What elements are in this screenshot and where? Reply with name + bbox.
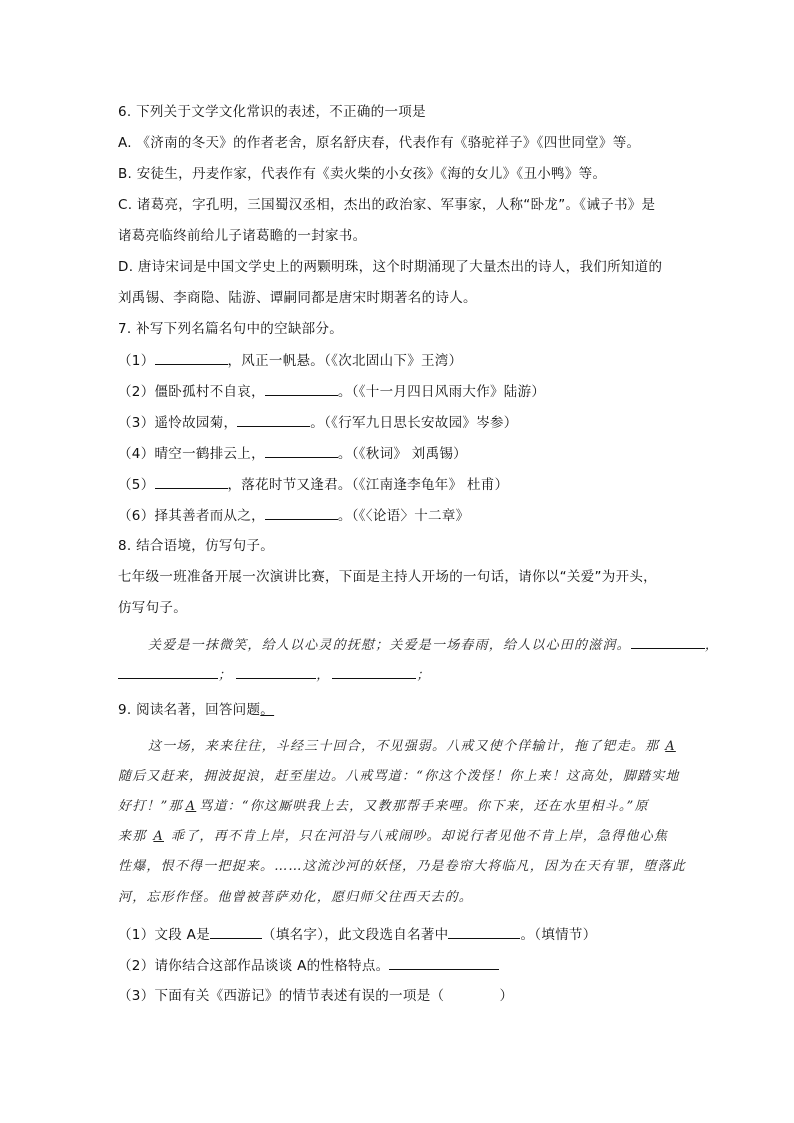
q6-option-d-line2: 刘禹锡、李商隐、陆游、谭嗣同都是唐宋时期著名的诗人。 [118, 290, 477, 306]
q7-item-3-prefix: （3）遥怜故园菊， [118, 415, 238, 431]
q7-item-3-suffix: 。（《行军九日思长安故园》岑参） [310, 415, 518, 431]
q9-sub-1-c: 。（填情节） [520, 927, 597, 943]
q8-comma-2: ， [316, 668, 331, 683]
q9-sub-1-blank-name[interactable] [210, 926, 262, 939]
q9-passage-line3-start: 好打！”那 [118, 799, 183, 814]
q9-passage-line4-end: 乖了，再不肯上岸，只在河沿与八戒闹吵。却说行者见他不肯上岸，急得他心焦 [171, 829, 669, 844]
q7-item-4-suffix: 。（《秋词》 刘禹锡） [337, 446, 467, 462]
q9-passage-line3 [118, 799, 649, 815]
q6-option-c-line1: C. 诸葛亮，字孔明，三国蜀汉丞相，杰出的政治家、军事家，人称“卧龙”。《诫子书》是 [118, 197, 656, 213]
q9-passage-line1 [148, 739, 682, 755]
q7-item-4-blank[interactable] [265, 445, 338, 458]
q7-item-5 [118, 476, 508, 493]
q9-stem [118, 702, 274, 718]
q8-context-line1: 七年级一班准备开展一次演讲比赛，下面是主持人开场的一句话，请你以“关爱”为开头， [118, 569, 657, 585]
q8-semicolon-2: ； [416, 668, 431, 683]
q7-item-1-prefix: （1） [118, 353, 155, 369]
q9-passage-line6: 河，忘形作怪。他曾被菩萨劝化，愿归师父往西天去的。 [118, 890, 474, 905]
q9-passage-line3-end: 骂道：“你这厮哄我上去，又教那帮手来哩。你下来，还在水里相斗。”原 [199, 799, 649, 814]
q9-mark-a-3: A [153, 829, 164, 844]
q7-item-6-suffix: 。（《〈论语〉十二章》 [337, 508, 470, 524]
q9-sub-1-b: （填名字），此文段选自名著中 [262, 927, 449, 943]
q9-passage-line5: 性爆，恨不得一把捉来。……这流沙河的妖怪，乃是卷帘大将临凡，因为在天有罪，堕落此 [118, 859, 687, 874]
q7-item-2 [118, 383, 545, 400]
q7-item-5-prefix: （5） [118, 477, 155, 493]
q7-item-6 [118, 507, 469, 524]
q9-sub-1 [118, 926, 597, 943]
q9-sub-2-blank[interactable] [389, 957, 499, 970]
q6-option-b: B. 安徒生，丹麦作家，代表作有《卖火柴的小女孩》《海的女儿》《丑小鸭》等。 [118, 166, 607, 182]
q9-passage-line2: 随后又赶来，拥波捉浪，赶至崖边。八戒骂道：“你这个泼怪！你上来！这高处，脚踏实地 [118, 769, 680, 784]
q7-item-4-prefix: （4）晴空一鹤排云上， [118, 446, 265, 462]
q7-item-6-blank[interactable] [265, 507, 338, 520]
q9-passage-line1-text: 这一场，来来往往，斗经三十回合，不见强弱。八戒又使个佯输计，拖了钯走。那 [148, 739, 660, 754]
q8-blank-2[interactable] [118, 666, 218, 679]
q7-item-5-suffix: ，落花时节又逢君。（《江南逢李龟年》 杜甫） [227, 477, 509, 493]
q9-sub-3: （3）下面有关《西游记》的情节表述有误的一项是（ ） [118, 988, 514, 1004]
q7-item-4 [118, 445, 467, 462]
q9-mark-a-2: A [185, 799, 197, 814]
q8-example-text: 关爱是一抹微笑，给人以心灵的抚慰；关爱是一场春雨，给人以心田的滋润。 [148, 638, 631, 653]
q7-item-1 [118, 352, 462, 369]
q8-blank-1[interactable] [631, 636, 705, 649]
q8-stem: 8. 结合语境，仿写句子。 [118, 538, 275, 554]
q9-sub-2-text: （2）请你结合这部作品谈谈 A的性格特点。 [118, 958, 390, 974]
q9-passage-line4-start: 来那 [118, 829, 147, 844]
q7-item-6-prefix: （6）择其善者而从之， [118, 508, 265, 524]
q9-passage-line4 [118, 829, 668, 845]
q8-example-sentence [148, 636, 719, 654]
q7-item-2-blank[interactable] [265, 383, 338, 396]
q9-sub-1-a: （1）文段 A是 [118, 927, 211, 943]
q8-blank-line [118, 666, 431, 684]
q8-context-line2: 仿写句子。 [118, 600, 187, 616]
q6-option-a: A. 《济南的冬天》的作者老舍，原名舒庆春，代表作有《骆驼祥子》《四世同堂》等。 [118, 135, 641, 151]
q6-stem: 6. 下列关于文学文化常识的表述，不正确的一项是 [118, 104, 426, 120]
q9-stem-text: 9. 阅读名著，回答问题 [118, 702, 261, 718]
q7-item-2-suffix: 。（《十一月四日风雨大作》陆游） [337, 384, 546, 400]
q8-comma-1: ， [704, 638, 720, 653]
q9-stem-mark: 。 [260, 702, 275, 718]
q7-item-2-prefix: （2）僵卧孤村不自哀， [118, 384, 265, 400]
q7-stem: 7. 补写下列名篇名句中的空缺部分。 [118, 321, 344, 337]
q7-item-3 [118, 414, 518, 431]
q8-blank-4[interactable] [332, 666, 416, 679]
q9-mark-a-1: A [665, 739, 676, 754]
q7-item-1-blank[interactable] [155, 352, 228, 365]
q7-item-5-blank[interactable] [155, 476, 228, 489]
q6-option-d-line1: D. 唐诗宋词是中国文学史上的两颗明珠，这个时期涌现了大量杰出的诗人，我们所知道的 [118, 259, 663, 275]
q6-option-c-line2: 诸葛亮临终前给儿子诸葛瞻的一封家书。 [118, 228, 367, 244]
q7-item-1-suffix: ，风正一帆悬。（《次北固山下》王湾） [227, 353, 463, 369]
q9-sub-1-blank-plot[interactable] [448, 926, 520, 939]
q8-blank-3[interactable] [236, 666, 316, 679]
q8-semicolon-1: ； [218, 668, 233, 683]
q7-item-3-blank[interactable] [237, 414, 310, 427]
q9-sub-2 [118, 957, 499, 974]
